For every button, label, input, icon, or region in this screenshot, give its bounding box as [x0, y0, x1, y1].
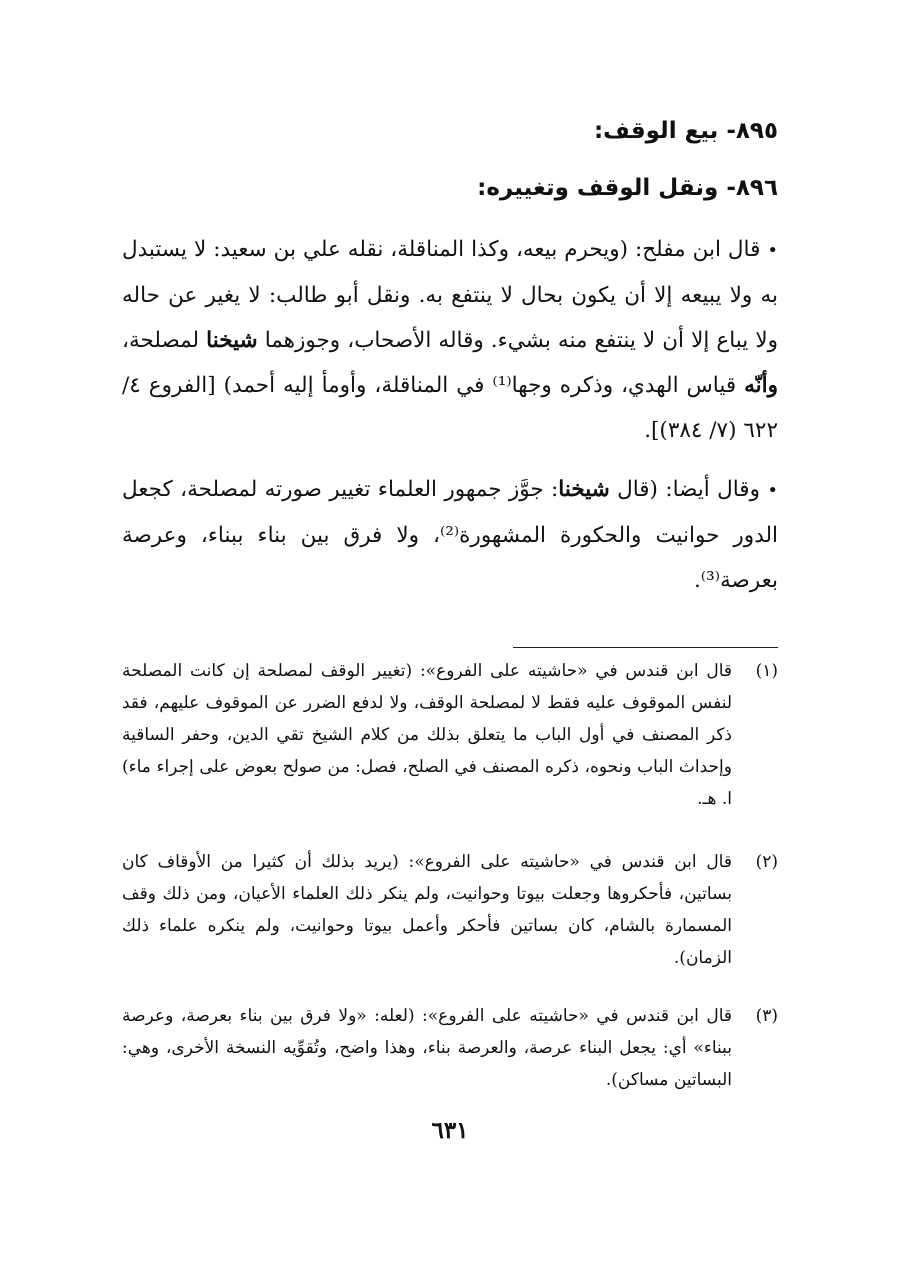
footnote-3-number: (٣)	[755, 1006, 778, 1026]
footnote-1	[122, 655, 778, 815]
body-paragraph-1	[122, 227, 778, 453]
section-heading-895: ٨٩٥- بيع الوقف:	[593, 118, 778, 144]
paragraph-1-text-mid: لمصلحة،	[122, 328, 207, 353]
paragraph-2-bold-name: شيخنا	[558, 477, 610, 502]
footnote-1-number: (١)	[755, 661, 778, 681]
paragraph-2-text-end: : جوَّز جمهور العلماء تغيير صورته لمصلحة، كجعل الدور حوانيت والحكورة المشهورة⁽²⁾، ولا فرق بين بناء ببناء، وعرصة بعرصة⁽³⁾.	[122, 477, 779, 593]
section-heading-896: ٨٩٦- ونقل الوقف وتغييره:	[477, 175, 778, 201]
bullet-icon: •	[767, 480, 778, 501]
footnote-divider	[513, 647, 778, 648]
paragraph-1-text: قال ابن مفلح: (ويحرم بيعه، وكذا المناقلة، نقله علي بن سعيد: لا يستبدل به ولا يبيعه إلا أن يكون بحال لا ينتفع به. ونقل أبو طالب: لا يغير عن حاله ولا يباع إلا أن لا ينتفع منه بشيء. وقاله الأصحاب، وجوزهما	[122, 237, 778, 353]
footnote-2-number: (٢)	[755, 852, 778, 872]
footnote-3-text: قال ابن قندس في «حاشيته على الفروع»: (لعله: «ولا فرق بين بناء بعرصة، وعرصة ببناء» أي: يجعل البناء عرصة، والعرصة بناء، وهذا واضح، وتُقوِّيه النسخة الأخرى، وهي: البساتين مساكن).	[122, 1006, 732, 1090]
paragraph-1-text-end: قياس الهدي، وذكره وجها⁽¹⁾ في المناقلة، وأومأ إليه أحمد) [الفروع ٤/ ٦٢٢ (٧/ ٣٨٤)].	[122, 373, 778, 443]
page-number: ٦٣١	[431, 1117, 469, 1144]
footnote-2	[122, 846, 778, 974]
footnote-1-text: قال ابن قندس في «حاشيته على الفروع»: (تغيير الوقف لمصلحة إن كانت المصلحة لنفس الموقوف عليه فقط لا لمصلحة الوقف، ولا لدفع الضرر عن الموقوف عليهم، فقد ذكر المصنف في أول الباب ما يتعلق بذلك من كلام الشيخ تقي الدين، وحفر الساقية وإحداث الباب ونحوه، ذكره المصنف في الصلح، فصل: من صولح بعوض على إجراء ماء) ا. هـ.	[122, 661, 732, 809]
footnote-2-text: قال ابن قندس في «حاشيته على الفروع»: (يريد بذلك أن كثيرا من الأوقاف كان بساتين، فأحكروها وجعلت بيوتا وحوانيت، ولم ينكر ذلك العلماء الأعيان، ومن ذلك وقف المسمارة بالشام، كان بساتين فأحكر وأعمل بيوتا وحوانيت، ولم ينكره علماء ذلك الزمان).	[122, 852, 732, 968]
paragraph-1-bold-name: شيخنا	[206, 328, 258, 353]
bullet-icon: •	[767, 240, 778, 261]
paragraph-2-text-start: وقال أيضا: (قال	[609, 477, 760, 502]
paragraph-1-bold-and: وأنّه	[744, 373, 778, 398]
footnote-3	[122, 1000, 778, 1096]
body-paragraph-2	[122, 467, 778, 603]
